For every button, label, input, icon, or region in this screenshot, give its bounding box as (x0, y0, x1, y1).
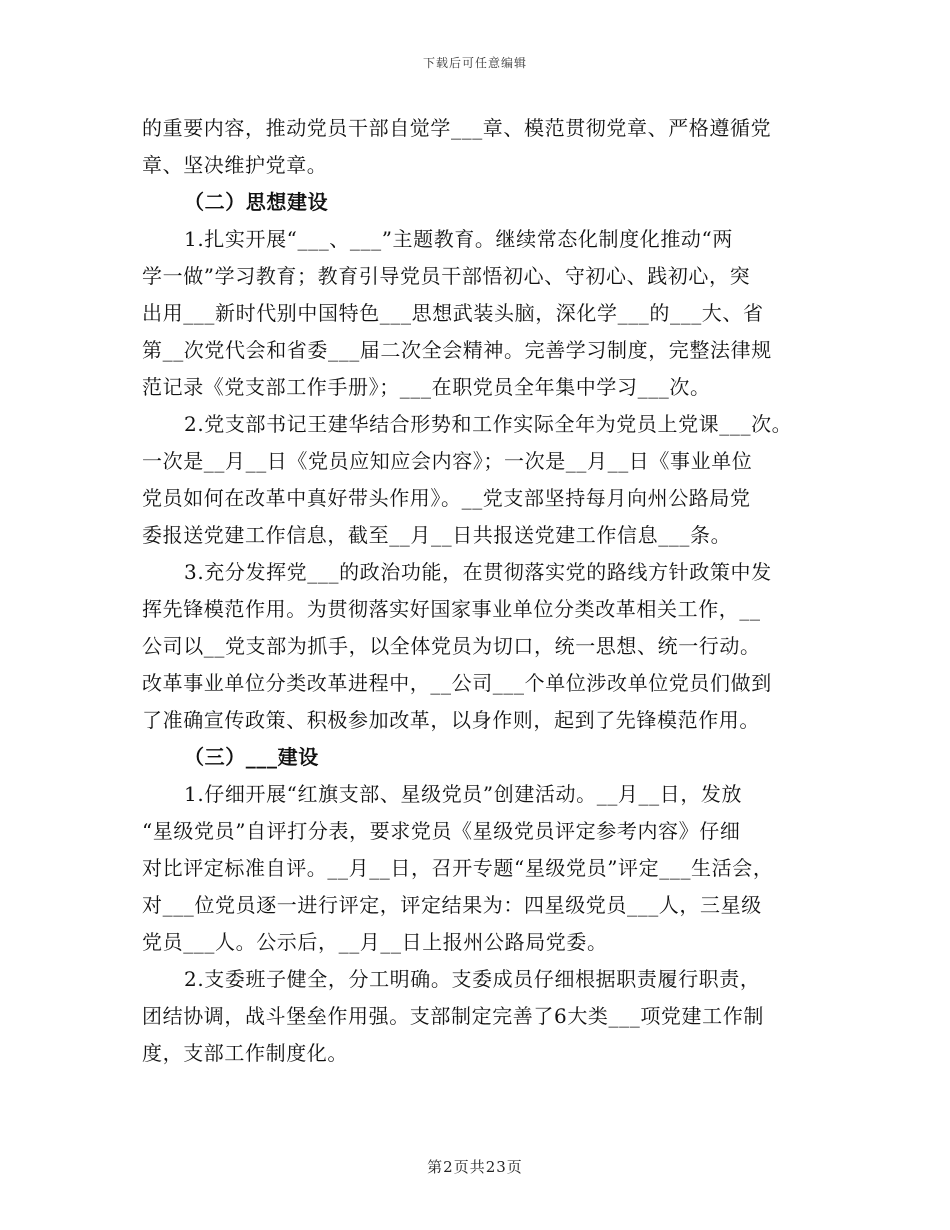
paragraph-line: 第__次党代会和省委___届二次全会精神。完善学习制度，完整法律规 (142, 338, 772, 362)
paragraph-line: 对___位党员逐一进行评定，评定结果为：四星级党员___人，三星级 (142, 893, 762, 917)
paragraph-line: 1.扎实开展“___、___”主题教育。继续常态化制度化推动“两 (184, 227, 733, 251)
paragraph-line: 了准确宣传政策、积极参加改革，以身作则，起到了先锋模范作用。 (142, 708, 760, 732)
section-heading: （二）思想建设 (184, 190, 329, 214)
paragraph-line: 公司以__党支部为抓手，以全体党员为切口，统一思想、统一行动。 (142, 634, 761, 658)
paragraph-line: 3.充分发挥党___的政治功能，在贯彻落实党的路线方针政策中发 (184, 560, 772, 584)
paragraph-line: 党员如何在改革中真好带头作用》。__党支部坚持每月向州公路局党 (142, 486, 751, 510)
header-note: 下载后可任意编辑 (422, 56, 527, 70)
paragraph-line: 度，支部工作制度化。 (142, 1041, 348, 1065)
paragraph-line: 1.仔细开展“红旗支部、星级党员”创建活动。__月__日，发放 (184, 782, 743, 806)
paragraph-line: 2.支委班子健全，分工明确。支委成员仔细根据职责履行职责， (184, 967, 761, 991)
paragraph-line: 出用___新时代别中国特色___思想武装头脑，深化学___的___大、省 (142, 301, 764, 325)
page-number: 第2页共23页 (427, 1158, 523, 1176)
paragraph-line: 挥先锋模范作用。为贯彻落实好国家事业单位分类改革相关工作，__ (142, 597, 761, 621)
paragraph-line: “星级党员”自评打分表，要求党员《星级党员评定参考内容》仔细 (142, 819, 741, 843)
paragraph-line: 2.党支部书记王建华结合形势和工作实际全年为党员上党课___次。 (184, 412, 793, 436)
paragraph-line: 对比评定标准自评。__月__日，召开专题“星级党员”评定___生活会， (142, 856, 774, 880)
paragraph-line: 委报送党建工作信息，截至__月__日共报送党建工作信息___条。 (142, 523, 732, 547)
paragraph-line: 范记录《党支部工作手册》；___在职党员全年集中学习___次。 (142, 375, 711, 399)
paragraph-line: 章、坚决维护党章。 (142, 153, 328, 177)
paragraph-line: 改革事业单位分类改革进程中，__公司___个单位涉改单位党员们做到 (142, 671, 772, 695)
document-body (142, 110, 822, 1072)
paragraph-line: 学一做”学习教育；教育引导党员干部悟初心、守初心、践初心，突 (142, 264, 751, 288)
paragraph-line: 的重要内容，推动党员干部自觉学___章、模范贯彻党章、严格遵循党 (142, 116, 772, 140)
section-heading: （三）___建设 (184, 745, 319, 769)
paragraph-line: 团结协调，战斗堡垒作用强。支部制定完善了6大类___项党建工作制 (142, 1004, 764, 1028)
paragraph-line: 一次是__月__日《党员应知应会内容》；一次是__月__日《事业单位 (142, 449, 753, 473)
paragraph-line: 党员___人。公示后，__月__日上报州公路局党委。 (142, 930, 608, 954)
